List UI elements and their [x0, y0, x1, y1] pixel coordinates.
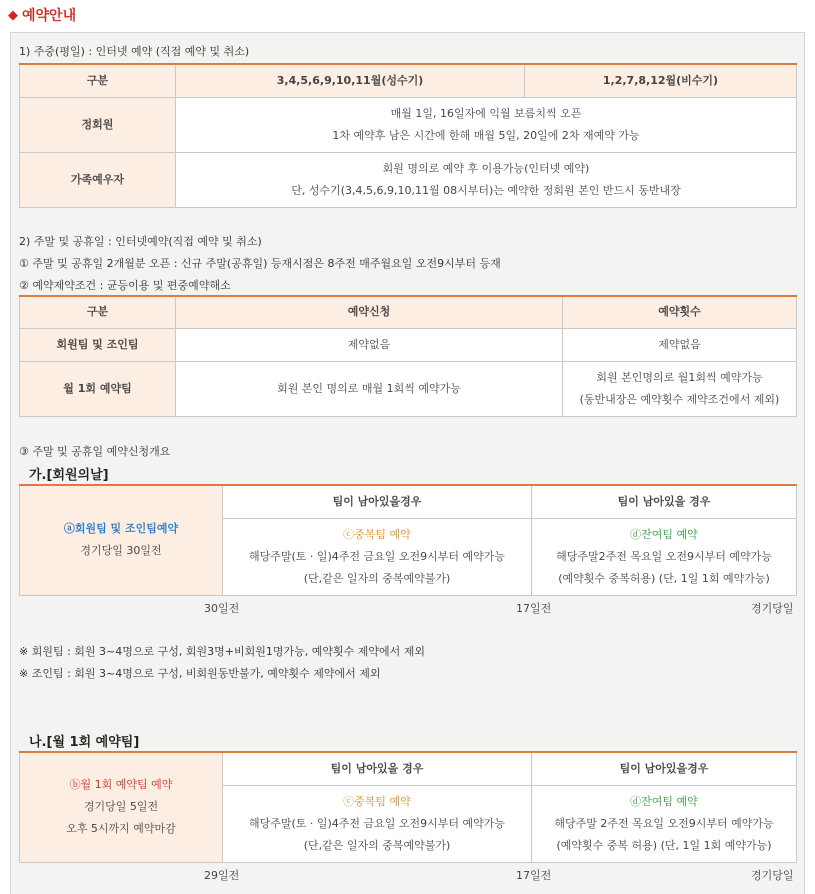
ga-title: 가.[회원의날] [29, 468, 109, 483]
table-row [20, 152, 797, 207]
th-count: 예약횟수 [563, 296, 797, 328]
desc-line: 단, 성수기(3,4,5,6,9,10,11월 08시부터)는 예약한 정회원 본인 반드시 동반내장 [291, 183, 681, 197]
cell-count: 제약없음 [563, 328, 797, 361]
ga-col2-header: 팀이 남아있을 경우 [532, 485, 797, 518]
na-col2-body [532, 785, 797, 862]
cell-application: 제약없음 [176, 328, 563, 361]
sec2-note2: ② 예약제약조건 : 균등이용 및 편중예약해소 [19, 279, 231, 292]
ga-left-cell [20, 485, 223, 595]
sec2-note1: ① 주말 및 공휴일 2개월분 오픈 : 신규 주말(공휴일) 등재시점은 8주전 매주월요일 오전9시부터 등재 [19, 257, 501, 270]
desc-line: (단,같은 일자의 중복예약불가) [303, 838, 451, 852]
weekday-table [19, 63, 797, 208]
na-timeline-end: 경기당일 [751, 869, 794, 882]
ga-col2-title: ⓓ잔여팀 예약 [630, 527, 698, 541]
th-category: 구분 [20, 296, 176, 328]
th-application: 예약신청 [176, 296, 563, 328]
desc-line: 매월 1일, 16일자에 익월 보름치씩 오픈 [390, 106, 582, 120]
table-row [20, 328, 797, 361]
desc-line: (예약횟수 중복 허용) (단, 1일 1회 예약가능) [556, 838, 772, 852]
desc-line: 해당주말 2주전 목요일 오전9시부터 예약가능 [554, 816, 774, 830]
na-col2-header: 팀이 남아있을경우 [532, 752, 797, 785]
table-row [20, 97, 797, 152]
sec3-heading: ③ 주말 및 공휴일 예약신청개요 [19, 445, 171, 458]
row-label-member-team: 회원팀 및 조인팀 [20, 328, 176, 361]
ga-timeline-start: 30일전 [204, 602, 240, 615]
na-left-sub2: 오후 5시까지 예약마감 [66, 822, 176, 836]
desc-line: (동반내장은 예약횟수 제약조건에서 제외) [579, 392, 780, 406]
na-left-sub1: 경기당일 5일전 [83, 800, 159, 814]
na-col2-title: ⓓ잔여팀 예약 [630, 794, 698, 808]
desc-line: 해당주말2주전 목요일 오전9시부터 예약가능 [556, 549, 772, 563]
row-label-monthly-team: 월 1회 예약팀 [20, 361, 176, 416]
ga-col2-body [532, 518, 797, 595]
page-title: 예약안내 [22, 8, 77, 24]
ga-table [19, 484, 797, 596]
cell-count [563, 361, 797, 416]
na-title: 나.[월 1회 예약팀] [29, 735, 140, 750]
desc-line: 회원 본인명의로 월1회씩 예약가능 [596, 370, 763, 384]
row-desc-family [176, 152, 797, 207]
desc-line: 1차 예약후 남은 시간에 한해 매월 5일, 20일에 2차 재예약 가능 [332, 128, 640, 142]
ga-col1-header: 팀이 남아있을경우 [223, 485, 532, 518]
ga-left-sub: 경기당일 30일전 [80, 544, 162, 558]
th-offpeak: 1,2,7,8,12월(비수기) [525, 64, 797, 97]
ga-col1-title: ⓒ중복팀 예약 [343, 527, 411, 541]
na-timeline-mid: 17일전 [516, 869, 552, 882]
na-left-title: ⓑ월 1회 예약팀 예약 [69, 778, 173, 792]
na-col1-body [223, 785, 532, 862]
desc-line: 해당주말(토 · 일)4주전 금요일 오전9시부터 예약가능 [248, 549, 506, 563]
sec2-heading: 2) 주말 및 공휴일 : 인터넷예약(직접 예약 및 취소) [19, 235, 262, 248]
diamond-icon: ◆ [8, 7, 18, 23]
sec1-heading: 1) 주중(평일) : 인터넷 예약 (직접 예약 및 취소) [19, 45, 250, 58]
ga-timeline-end: 경기당일 [751, 602, 794, 615]
row-label-family: 가족예우자 [20, 152, 176, 207]
desc-line: 해당주말(토 · 일)4주전 금요일 오전9시부터 예약가능 [248, 816, 506, 830]
na-col1-header: 팀이 남아있을 경우 [223, 752, 532, 785]
table-row [20, 361, 797, 416]
page-header [0, 0, 815, 30]
desc-line: 회원 명의로 예약 후 이용가능(인터넷 예약) [382, 161, 590, 175]
desc-line: (예약횟수 중복허용) (단, 1일 1회 예약가능) [558, 571, 770, 585]
member-team-note: ※ 회원팀 : 회원 3~4명으로 구성, 회원3명+비회원1명가능, 예약횟수 제약에서 제외 [19, 645, 425, 658]
ga-timeline-mid: 17일전 [516, 602, 552, 615]
ga-col1-body [223, 518, 532, 595]
th-category: 구분 [20, 64, 176, 97]
na-left-cell [20, 752, 223, 862]
na-table [19, 751, 797, 863]
cell-application: 회원 본인 명의로 매월 1회씩 예약가능 [176, 361, 563, 416]
row-label-regular: 정회원 [20, 97, 176, 152]
row-desc-regular [176, 97, 797, 152]
ga-left-title: ⓐ회원팀 및 조인팀예약 [63, 522, 179, 536]
content-panel [10, 32, 805, 894]
weekend-table [19, 295, 797, 417]
join-team-note: ※ 조인팀 : 회원 3~4명으로 구성, 비회원동반불가, 예약횟수 제약에서 제외 [19, 667, 381, 680]
desc-line: (단,같은 일자의 중복예약불가) [303, 571, 451, 585]
na-timeline-start: 29일전 [204, 869, 240, 882]
th-peak: 3,4,5,6,9,10,11월(성수기) [176, 64, 525, 97]
na-col1-title: ⓒ중복팀 예약 [343, 794, 411, 808]
